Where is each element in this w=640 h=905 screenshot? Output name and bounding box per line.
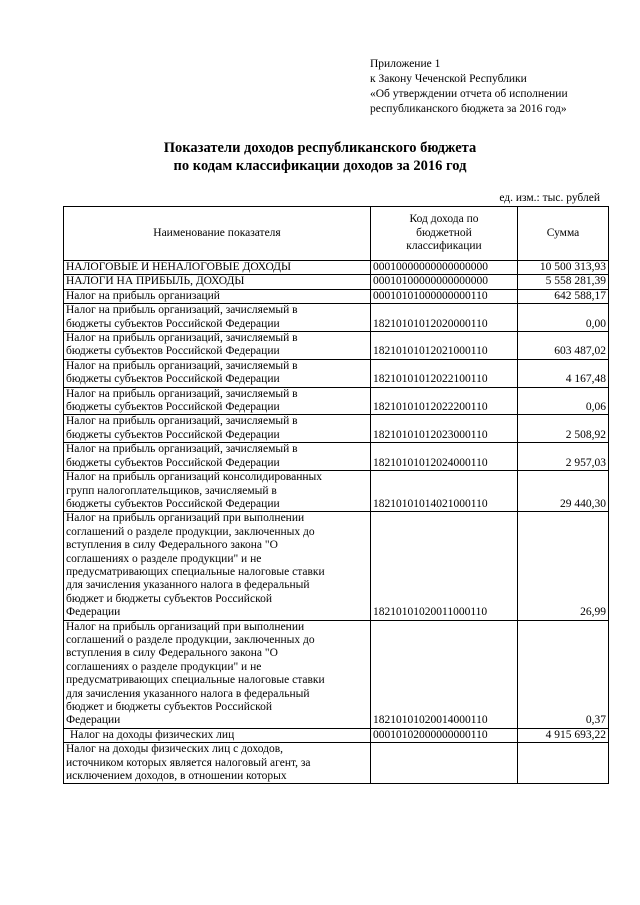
indicator-name-line: НАЛОГОВЫЕ И НЕНАЛОГОВЫЕ ДОХОДЫ bbox=[66, 261, 292, 273]
income-code-cell: 18210101020011000110 bbox=[371, 512, 518, 620]
header-code-line: Код дохода по bbox=[409, 213, 479, 226]
amount-cell: 4 167,48 bbox=[518, 359, 609, 387]
table-row bbox=[64, 443, 609, 471]
indicator-name-cell bbox=[64, 359, 371, 387]
amount-cell bbox=[518, 743, 609, 784]
indicator-name-line: источником которых является налоговый агент, за bbox=[66, 756, 311, 769]
indicator-name-line: предусматривающих специальные налоговые ставки bbox=[66, 674, 325, 687]
indicator-name-cell bbox=[64, 471, 371, 512]
table-body bbox=[64, 261, 609, 784]
table-row bbox=[64, 743, 609, 784]
appendix-line: «Об утверждении отчета об исполнении bbox=[370, 88, 568, 100]
indicator-name-cell bbox=[64, 387, 371, 415]
table-header-row bbox=[64, 207, 609, 261]
indicator-name-line: Налог на прибыль организаций, зачисляемый в bbox=[66, 359, 298, 372]
income-code-cell: 18210101012022100110 bbox=[371, 359, 518, 387]
amount-cell: 10 500 313,93 bbox=[518, 261, 609, 275]
indicator-name-line: соглашениях о разделе продукции" и не bbox=[66, 552, 262, 565]
table-row bbox=[64, 275, 609, 289]
indicator-name-line: вступления в силу Федерального закона "О bbox=[66, 647, 278, 660]
indicator-name-line: Налог на прибыль организаций, зачисляемый в bbox=[66, 443, 298, 456]
header-sum: Сумма bbox=[518, 207, 609, 261]
amount-cell: 603 487,02 bbox=[518, 332, 609, 360]
indicator-name-line: Налог на прибыль организаций, зачисляемый в bbox=[66, 304, 298, 317]
income-code-cell bbox=[371, 743, 518, 784]
amount-cell: 0,37 bbox=[518, 620, 609, 728]
appendix-line: Приложение 1 bbox=[370, 58, 441, 70]
indicator-name-line: Налог на доходы физических лиц с доходов, bbox=[66, 743, 284, 756]
amount-cell: 2 508,92 bbox=[518, 415, 609, 443]
indicator-name-cell bbox=[64, 415, 371, 443]
income-code-cell: 18210101012024000110 bbox=[371, 443, 518, 471]
indicator-name-cell bbox=[64, 289, 371, 303]
table-row bbox=[64, 304, 609, 332]
indicator-name-line: бюджеты субъектов Российской Федерации bbox=[66, 428, 280, 441]
income-code-cell: 00010101000000000110 bbox=[371, 289, 518, 303]
table-row bbox=[64, 620, 609, 728]
units-note: ед. изм.: тыс. рублей bbox=[499, 192, 600, 204]
income-code-cell: 18210101012020000110 bbox=[371, 304, 518, 332]
title-line-1: Показатели доходов республиканского бюджета bbox=[163, 140, 477, 156]
amount-cell: 0,06 bbox=[518, 387, 609, 415]
indicator-name-line: соглашений о разделе продукции, заключенных до bbox=[66, 525, 315, 538]
amount-cell: 4 915 693,22 bbox=[518, 728, 609, 742]
indicator-name-line: предусматривающих специальные налоговые ставки bbox=[66, 565, 325, 578]
indicator-name-line: исключением доходов, в отношении которых bbox=[66, 770, 287, 783]
table-row bbox=[64, 387, 609, 415]
indicator-name-line: Федерации bbox=[66, 606, 121, 619]
header-code-line: классификации bbox=[406, 240, 482, 253]
header-code bbox=[371, 207, 518, 261]
indicator-name-line: НАЛОГИ НА ПРИБЫЛЬ, ДОХОДЫ bbox=[66, 275, 245, 288]
appendix-block bbox=[370, 57, 568, 117]
indicator-name-line: Налог на прибыль организаций при выполнении bbox=[66, 512, 305, 525]
indicator-name-line: бюджеты субъектов Российской Федерации bbox=[66, 373, 280, 386]
amount-cell: 26,99 bbox=[518, 512, 609, 620]
indicator-name-line: вступления в силу Федерального закона "О bbox=[66, 539, 278, 552]
table-row bbox=[64, 471, 609, 512]
amount-cell: 2 957,03 bbox=[518, 443, 609, 471]
indicator-name-line: Налог на доходы физических лиц bbox=[70, 728, 235, 741]
indicator-name-cell bbox=[64, 332, 371, 360]
header-name: Наименование показателя bbox=[64, 207, 371, 261]
income-code-cell: 18210101012022200110 bbox=[371, 387, 518, 415]
header-code-line: бюджетной bbox=[416, 226, 472, 239]
document-title bbox=[0, 139, 640, 175]
amount-cell: 29 440,30 bbox=[518, 471, 609, 512]
indicator-name-line: соглашениях о разделе продукции" и не bbox=[66, 660, 262, 673]
amount-cell: 5 558 281,39 bbox=[518, 275, 609, 289]
indicator-name-line: Федерации bbox=[66, 714, 121, 727]
indicator-name-line: для зачисления указанного налога в федеральный bbox=[66, 687, 310, 700]
income-code-cell: 18210101020014000110 bbox=[371, 620, 518, 728]
indicator-name-line: бюджеты субъектов Российской Федерации bbox=[66, 317, 280, 330]
indicator-name-line: соглашений о разделе продукции, заключенных до bbox=[66, 633, 315, 646]
table-row bbox=[64, 332, 609, 360]
indicator-name-cell bbox=[64, 275, 371, 289]
income-code-cell: 00010000000000000000 bbox=[371, 261, 518, 275]
indicator-name-line: Налог на прибыль организаций bbox=[66, 289, 220, 302]
indicator-name-line: Налог на прибыль организаций при выполнении bbox=[66, 620, 305, 633]
indicator-name-line: бюджеты субъектов Российской Федерации bbox=[66, 401, 280, 414]
indicator-name-line: бюджеты субъектов Российской Федерации bbox=[66, 497, 280, 510]
indicator-name-cell bbox=[64, 443, 371, 471]
indicator-name-line: для зачисления указанного налога в федеральный bbox=[66, 579, 310, 592]
income-code-cell: 00010102000000000110 bbox=[371, 728, 518, 742]
indicator-name-line: Налог на прибыль организаций, зачисляемый в bbox=[66, 415, 298, 428]
indicator-name-line: бюджет и бюджеты субъектов Российской bbox=[66, 592, 272, 605]
income-code-cell: 18210101012021000110 bbox=[371, 332, 518, 360]
table-row bbox=[64, 728, 609, 742]
indicator-name-line: Налог на прибыль организаций, зачисляемый в bbox=[66, 387, 298, 400]
appendix-line: республиканского бюджета за 2016 год» bbox=[370, 103, 567, 115]
amount-cell: 642 588,17 bbox=[518, 289, 609, 303]
indicator-name-line: групп налогоплательщиков, зачисляемый в bbox=[66, 484, 277, 497]
indicator-name-cell bbox=[64, 620, 371, 728]
title-line-2: по кодам классификации доходов за 2016 год bbox=[173, 158, 467, 174]
indicator-name-cell bbox=[64, 728, 371, 742]
indicator-name-cell bbox=[64, 304, 371, 332]
indicator-name-line: Налог на прибыль организаций, зачисляемый в bbox=[66, 332, 298, 345]
table-row bbox=[64, 415, 609, 443]
indicator-name-line: бюджет и бюджеты субъектов Российской bbox=[66, 701, 272, 713]
indicator-name-line: Налог на прибыль организаций консолидированных bbox=[66, 471, 323, 484]
indicator-name-cell bbox=[64, 261, 371, 275]
indicator-name-line: бюджеты субъектов Российской Федерации bbox=[66, 456, 280, 469]
table-row bbox=[64, 289, 609, 303]
indicator-name-cell bbox=[64, 512, 371, 620]
income-code-cell: 18210101014021000110 bbox=[371, 471, 518, 512]
indicator-name-line: бюджеты субъектов Российской Федерации bbox=[66, 345, 280, 358]
income-code-cell: 18210101012023000110 bbox=[371, 415, 518, 443]
amount-cell: 0,00 bbox=[518, 304, 609, 332]
appendix-line: к Закону Чеченской Республики bbox=[370, 73, 527, 85]
table-row bbox=[64, 359, 609, 387]
income-code-cell: 00010100000000000000 bbox=[371, 275, 518, 289]
table-row bbox=[64, 261, 609, 275]
revenue-table bbox=[63, 206, 609, 784]
table-row bbox=[64, 512, 609, 620]
indicator-name-cell bbox=[64, 743, 371, 784]
